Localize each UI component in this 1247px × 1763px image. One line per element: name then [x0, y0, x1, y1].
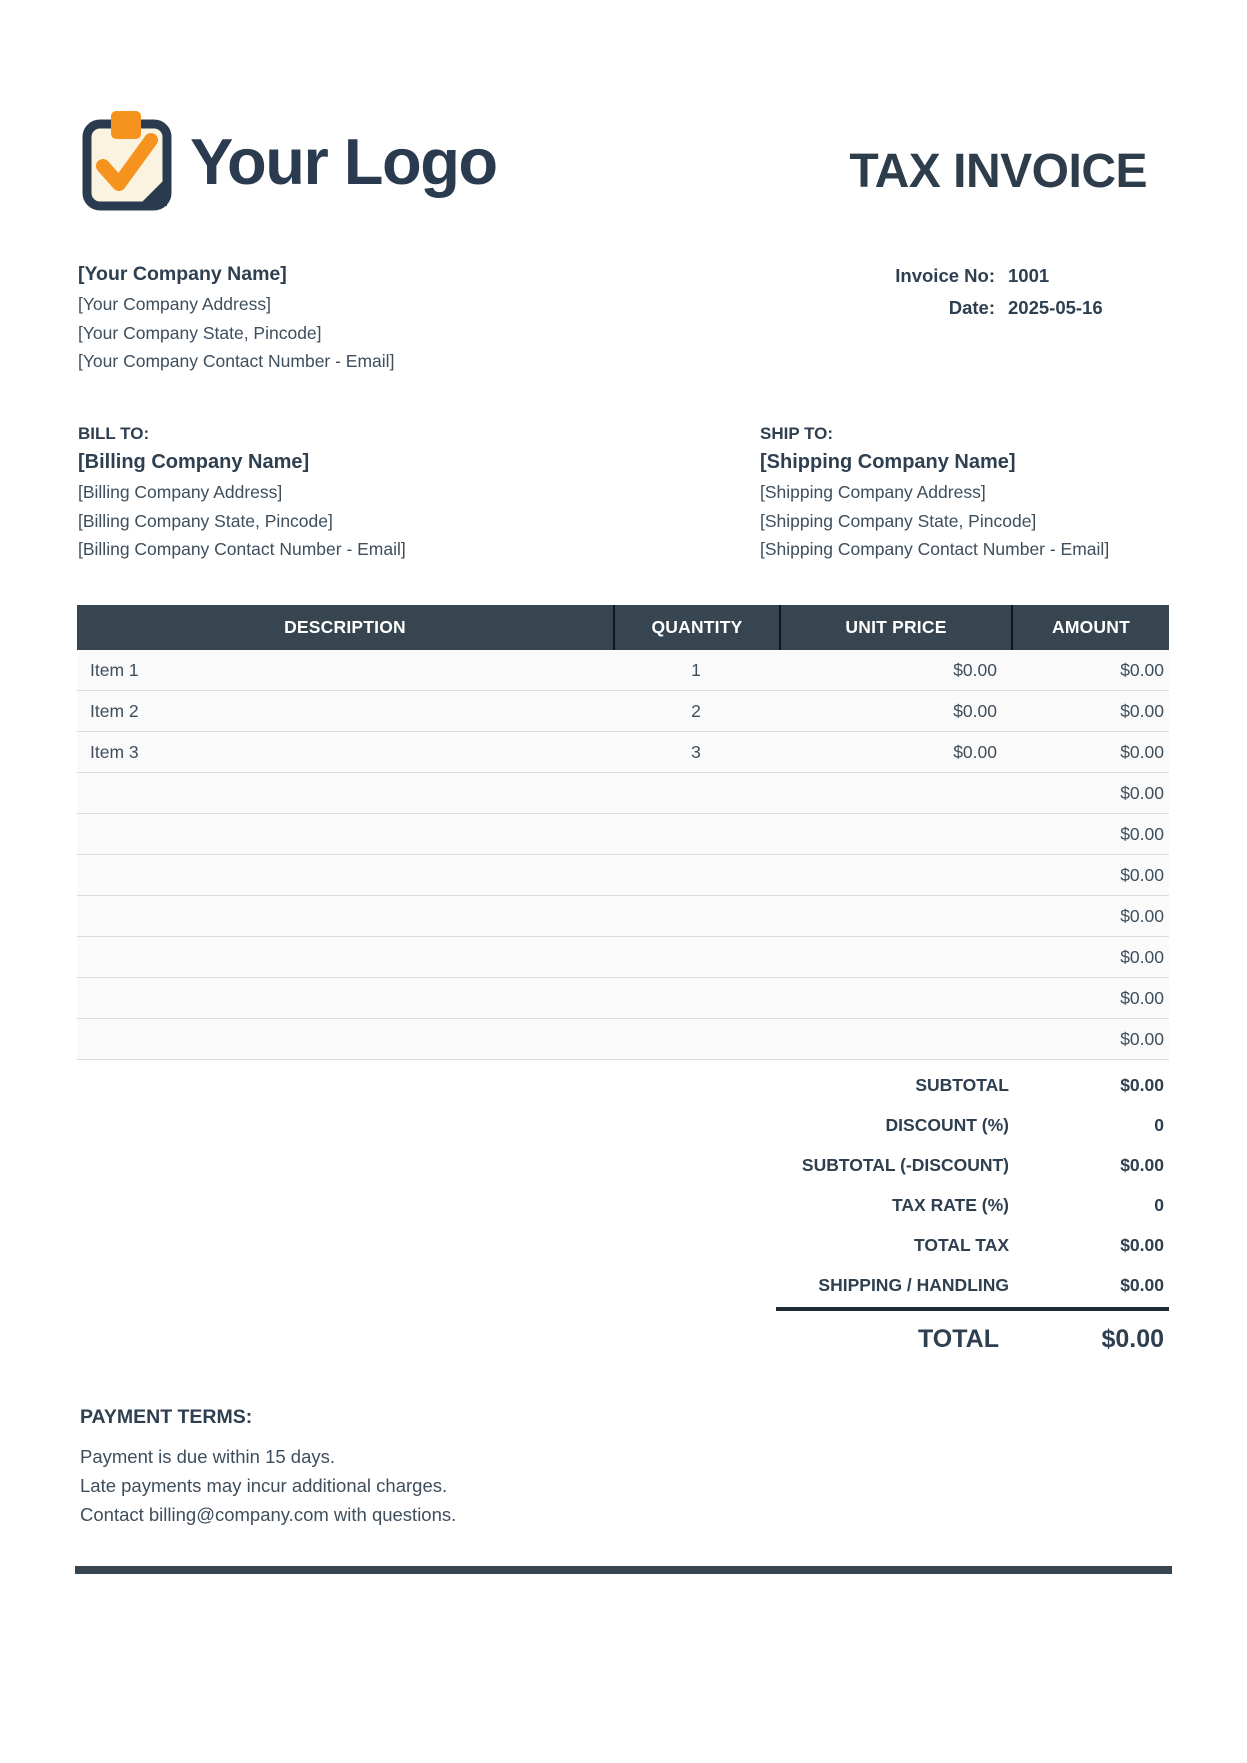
discount-label: DISCOUNT (%) [885, 1114, 1009, 1135]
payment-terms-heading: PAYMENT TERMS: [80, 1406, 253, 1428]
payment-terms-section [80, 1406, 456, 1529]
invoice-no-label: Invoice No: [895, 265, 995, 286]
company-name: [Your Company Name] [78, 263, 287, 285]
ship-to-heading: SHIP TO: [760, 424, 834, 443]
table-row [77, 978, 1169, 1019]
date-value: 2025-05-16 [1008, 297, 1103, 318]
company-contact: [Your Company Contact Number - Email] [78, 351, 395, 371]
grand-total-label: TOTAL [917, 1324, 999, 1353]
cell-amount: $0.00 [1120, 864, 1164, 885]
cell-amount: $0.00 [1120, 946, 1164, 967]
cell-description: Item 2 [90, 700, 139, 721]
cell-amount: $0.00 [1120, 659, 1164, 680]
cell-description: Item 1 [90, 659, 139, 680]
table-row [77, 896, 1169, 937]
ship-to-name: [Shipping Company Name] [760, 451, 1016, 473]
cell-amount: $0.00 [1120, 782, 1164, 803]
discount-value: 0 [1154, 1114, 1164, 1135]
table-row [77, 814, 1169, 855]
subtotal-discount-value: $0.00 [1120, 1154, 1164, 1175]
cell-quantity: 1 [691, 659, 701, 680]
clipboard-check-icon [78, 111, 182, 211]
subtotal-row [77, 1065, 1169, 1105]
invoice-no-value: 1001 [1008, 265, 1050, 286]
header-amount: AMOUNT [1011, 605, 1169, 650]
cell-amount: $0.00 [1120, 905, 1164, 926]
table-header-row [77, 605, 1169, 650]
table-row [77, 937, 1169, 978]
tax-rate-label: TAX RATE (%) [892, 1194, 1009, 1215]
cell-amount: $0.00 [1120, 741, 1164, 762]
shipping-handling-row [77, 1265, 1169, 1305]
invoice-no-row [780, 260, 1172, 292]
totals-section [77, 1065, 1169, 1365]
bill-to-address: [Billing Company Address] [78, 482, 283, 502]
logo-text: Your Logo [190, 124, 497, 198]
ship-to-section [760, 420, 1247, 564]
cell-quantity: 2 [691, 700, 701, 721]
bill-to-heading: BILL TO: [78, 424, 150, 443]
bill-to-section [78, 420, 638, 564]
payment-terms-line: Payment is due within 15 days. [80, 1446, 336, 1467]
logo [78, 106, 497, 216]
header-unit-price: UNIT PRICE [779, 605, 1011, 650]
cell-unit-price: $0.00 [953, 700, 997, 721]
ship-to-address: [Shipping Company Address] [760, 482, 986, 502]
tax-rate-value: 0 [1154, 1194, 1164, 1215]
bill-to-state: [Billing Company State, Pincode] [78, 510, 333, 531]
company-info [78, 258, 394, 376]
date-label: Date: [948, 297, 995, 318]
company-address: [Your Company Address] [78, 294, 271, 314]
subtotal-value: $0.00 [1120, 1074, 1164, 1095]
cell-amount: $0.00 [1120, 1028, 1164, 1049]
total-divider [776, 1307, 1169, 1311]
cell-unit-price: $0.00 [953, 741, 997, 762]
cell-description: Item 3 [90, 741, 139, 762]
total-tax-label: TOTAL TAX [914, 1234, 1009, 1255]
footer-bar [75, 1566, 1172, 1574]
tax-rate-row [77, 1185, 1169, 1225]
document-title: TAX INVOICE [849, 145, 1147, 198]
table-row [77, 773, 1169, 814]
cell-amount: $0.00 [1120, 700, 1164, 721]
bill-to-name: [Billing Company Name] [78, 451, 310, 473]
subtotal-discount-row [77, 1145, 1169, 1185]
header-description: DESCRIPTION [284, 617, 406, 637]
table-row [77, 732, 1169, 773]
total-tax-value: $0.00 [1120, 1234, 1164, 1255]
ship-to-state: [Shipping Company State, Pincode] [760, 510, 1037, 531]
ship-to-contact: [Shipping Company Contact Number - Email] [760, 539, 1110, 559]
total-tax-row [77, 1225, 1169, 1265]
header-quantity: QUANTITY [613, 605, 779, 650]
cell-amount: $0.00 [1120, 987, 1164, 1008]
table-row [77, 650, 1169, 691]
table-row [77, 691, 1169, 732]
bill-to-contact: [Billing Company Contact Number - Email] [78, 539, 406, 559]
shipping-handling-value: $0.00 [1120, 1274, 1164, 1295]
table-row [77, 855, 1169, 896]
payment-terms-line: Contact billing@company.com with questions. [80, 1504, 457, 1525]
payment-terms-line: Late payments may incur additional charges. [80, 1475, 448, 1496]
invoice-date-row [780, 292, 1172, 324]
cell-amount: $0.00 [1120, 823, 1164, 844]
grand-total-value: $0.00 [1101, 1324, 1164, 1353]
grand-total-row [77, 1313, 1169, 1365]
table-row [77, 1019, 1169, 1060]
invoice-meta [780, 260, 1172, 324]
line-items-table [77, 605, 1169, 1060]
subtotal-label: SUBTOTAL [915, 1074, 1009, 1095]
cell-quantity: 3 [691, 741, 701, 762]
discount-row [77, 1105, 1169, 1145]
shipping-handling-label: SHIPPING / HANDLING [818, 1274, 1009, 1295]
subtotal-discount-label: SUBTOTAL (-DISCOUNT) [801, 1154, 1009, 1175]
cell-unit-price: $0.00 [953, 659, 997, 680]
company-state: [Your Company State, Pincode] [78, 322, 322, 343]
